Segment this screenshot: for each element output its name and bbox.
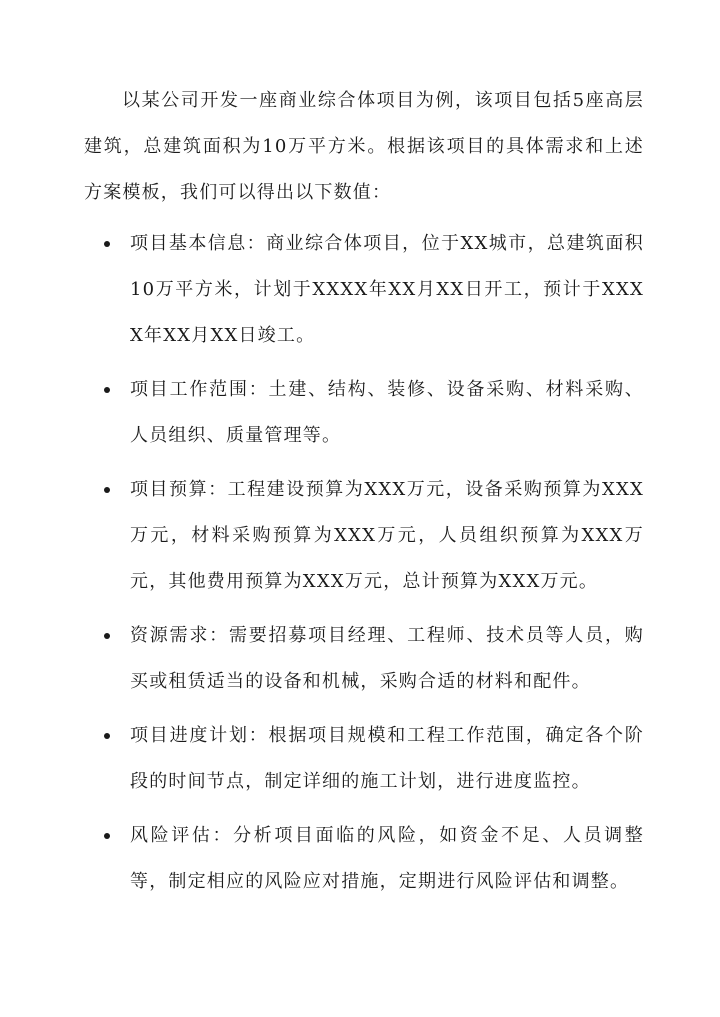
- bullet-text: 项目预算：工程建设预算为XXX万元，设备采购预算为XXX万元，材料采购预算为XXX万元，人员组织预算为XXX万元，其他费用预算为XXX万元，总计预算为XXX万元。: [130, 479, 644, 592]
- bullet-dot-icon: [104, 633, 110, 639]
- bullet-item-risk: [104, 813, 644, 905]
- bullet-item-schedule: [104, 713, 644, 805]
- bullet-item-budget: [104, 467, 644, 605]
- bullet-text: 项目进度计划：根据项目规模和工程工作范围，确定各个阶段的时间节点，制定详细的施工计划，进行进度监控。: [130, 725, 644, 792]
- bullet-list: [104, 221, 644, 913]
- bullet-dot-icon: [104, 241, 110, 247]
- bullet-dot-icon: [104, 387, 110, 393]
- bullet-text: 项目基本信息：商业综合体项目，位于XX城市，总建筑面积10万平方米，计划于XXXX年XX月XX日开工，预计于XXXX年XX月XX日竣工。: [130, 233, 644, 346]
- bullet-item-basic-info: [104, 221, 644, 359]
- bullet-text: 资源需求：需要招募项目经理、工程师、技术员等人员，购买或租赁适当的设备和机械，采购合适的材料和配件。: [130, 625, 644, 692]
- bullet-dot-icon: [104, 733, 110, 739]
- bullet-dot-icon: [104, 833, 110, 839]
- bullet-item-resources: [104, 613, 644, 705]
- bullet-dot-icon: [104, 487, 110, 493]
- bullet-text: 项目工作范围：土建、结构、装修、设备采购、材料采购、人员组织、质量管理等。: [130, 379, 644, 446]
- bullet-text: 风险评估：分析项目面临的风险，如资金不足、人员调整等，制定相应的风险应对措施，定期进行风险评估和调整。: [130, 825, 644, 892]
- bullet-item-work-scope: [104, 367, 644, 459]
- intro-paragraph: 以某公司开发一座商业综合体项目为例，该项目包括5座高层建筑，总建筑面积为10万平方米。根据该项目的具体需求和上述方案模板，我们可以得出以下数值：: [84, 90, 644, 203]
